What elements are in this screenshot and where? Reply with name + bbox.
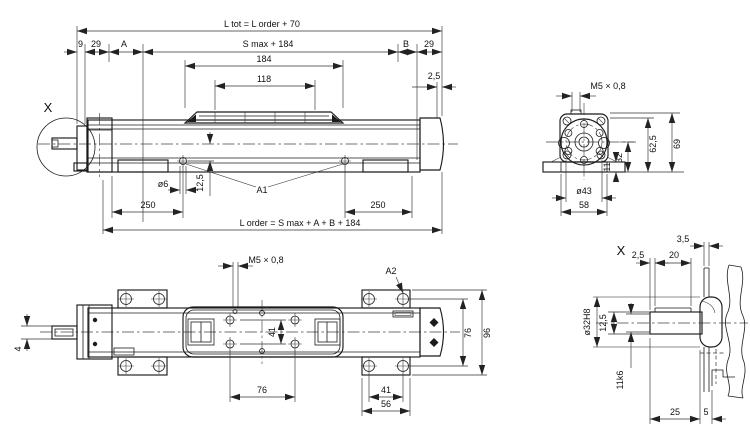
dim-dia6-label: ø6 bbox=[157, 179, 169, 189]
dim-2-5-label: 2,5 bbox=[427, 71, 441, 81]
dim-dia32h8 bbox=[582, 297, 597, 347]
dim-dia43-label: ø43 bbox=[576, 186, 592, 196]
dim-smax-label: S max + 184 bbox=[242, 39, 294, 49]
dim-11k6-label: 11k6 bbox=[615, 370, 625, 390]
dim-96-label: 96 bbox=[482, 327, 492, 339]
side-view-body bbox=[37, 112, 458, 177]
dim-l-order-label: L order = S max + A + B + 184 bbox=[239, 218, 361, 228]
dim-118 bbox=[215, 74, 315, 110]
dim-11k6 bbox=[615, 303, 650, 389]
dim-250-left-label: 250 bbox=[140, 200, 156, 210]
dim-4-label: 4 bbox=[13, 346, 23, 352]
dim-5-label: 5 bbox=[703, 407, 709, 417]
dim-76-right-label: 76 bbox=[463, 327, 473, 339]
end-view bbox=[543, 81, 684, 216]
dim-62-5-label: 62,5 bbox=[648, 135, 658, 153]
leader-a1 bbox=[186, 164, 343, 195]
dim-58-label: 58 bbox=[578, 200, 590, 210]
dim-dia32h8-label: ø32H8 bbox=[582, 308, 592, 336]
rod-bushing bbox=[700, 297, 722, 347]
dim-41-center-label: 41 bbox=[267, 326, 277, 338]
dim-b-label: B bbox=[402, 39, 410, 49]
side-view bbox=[37, 19, 458, 234]
dim-12-5-label: 12,5 bbox=[195, 174, 205, 192]
dim-12-5-detail-label: 12,5 bbox=[598, 314, 608, 332]
dim-118-label: 118 bbox=[256, 74, 272, 84]
dim-5 bbox=[703, 390, 726, 424]
dim-69-label: 69 bbox=[672, 138, 682, 150]
dim-m5-end-label: M5 × 0,8 bbox=[590, 81, 626, 91]
detail-x-marker-label: X bbox=[43, 100, 53, 115]
dim-4 bbox=[13, 314, 52, 352]
dim-l-tot bbox=[77, 19, 442, 124]
dim-76-bottom-label: 76 bbox=[256, 385, 268, 395]
dim-l-tot-label: L tot = L order + 70 bbox=[224, 19, 300, 29]
dim-20 bbox=[655, 250, 691, 306]
end-view-body bbox=[543, 103, 636, 180]
dim-2-5-detail-label: 2,5 bbox=[631, 250, 645, 260]
label-a1: A1 bbox=[256, 185, 268, 195]
dim-56-label: 56 bbox=[380, 399, 392, 409]
dim-2-5-detail bbox=[632, 250, 669, 310]
carriage bbox=[185, 112, 343, 123]
dim-a-label: A bbox=[120, 39, 128, 49]
dim-chain-top bbox=[64, 39, 442, 222]
leader-a2 bbox=[385, 266, 403, 293]
dim-2-5 bbox=[412, 71, 456, 118]
dim-184-label: 184 bbox=[256, 54, 272, 64]
dim-250-right bbox=[345, 166, 412, 218]
dim-9-label: 9 bbox=[77, 39, 84, 49]
dim-20-label: 20 bbox=[668, 250, 680, 260]
dim-96 bbox=[412, 290, 492, 375]
detail-x-title-label: X bbox=[616, 243, 626, 258]
label-a2: A2 bbox=[385, 266, 397, 276]
dim-32-label: 32 bbox=[614, 152, 624, 164]
dim-11-label: 11 bbox=[602, 162, 612, 172]
dim-32 bbox=[614, 142, 634, 172]
dim-3-5 bbox=[677, 234, 723, 266]
dim-250-left bbox=[112, 166, 183, 218]
plan-view bbox=[13, 255, 492, 416]
dim-m5-end bbox=[556, 81, 626, 112]
dim-25-label: 25 bbox=[669, 407, 681, 417]
dim-29-left-label: 29 bbox=[90, 39, 102, 49]
dim-41-right-label: 41 bbox=[380, 385, 392, 395]
dim-76-bottom bbox=[230, 350, 295, 402]
plan-view-body bbox=[40, 290, 460, 375]
detail-x-view bbox=[582, 234, 748, 424]
dim-dia6 bbox=[158, 166, 198, 194]
dim-12-5 bbox=[188, 132, 214, 196]
detail-x-circle bbox=[37, 118, 95, 176]
dim-m5-plan bbox=[218, 255, 284, 307]
dim-250-right-label: 250 bbox=[370, 200, 386, 210]
dim-25 bbox=[650, 338, 700, 424]
dim-3-5-label: 3,5 bbox=[676, 234, 690, 244]
dim-m5-plan-label: M5 × 0,8 bbox=[248, 255, 284, 265]
dim-41-right bbox=[369, 374, 403, 402]
dim-29-right-label: 29 bbox=[423, 39, 435, 49]
